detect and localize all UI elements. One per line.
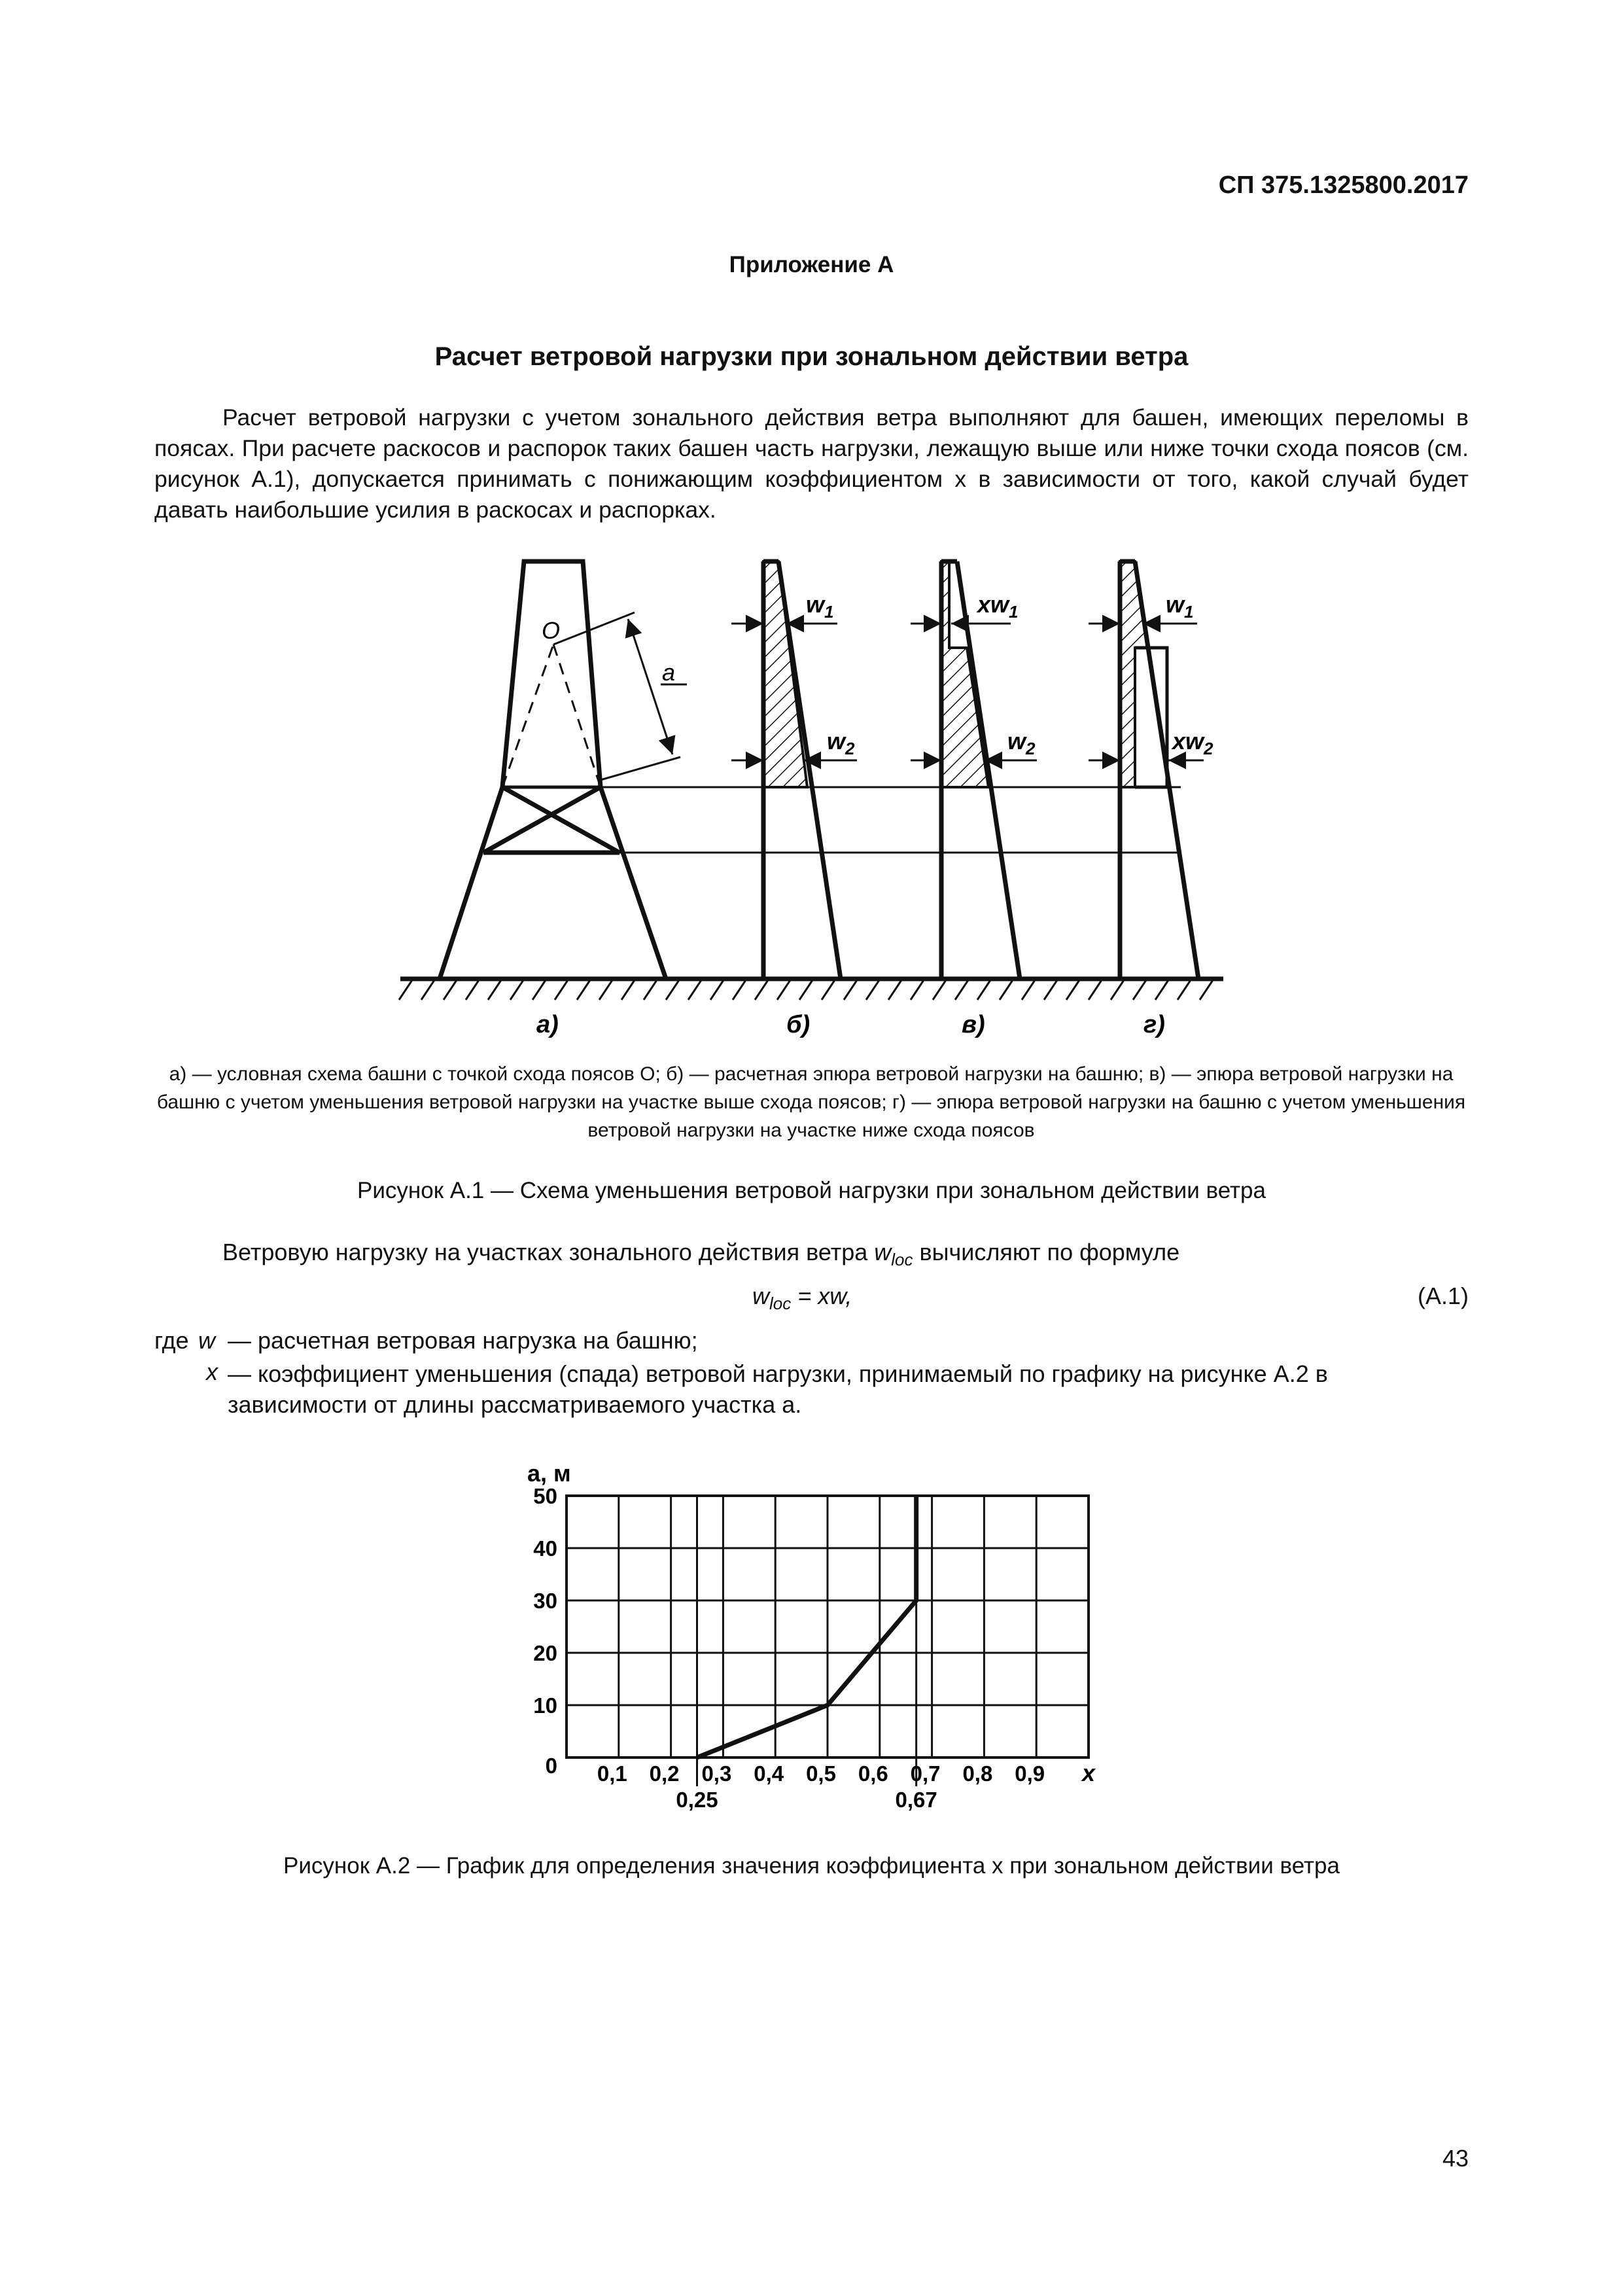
panel-label-g: г) <box>1143 1011 1165 1038</box>
x-tick-label: 0,1 <box>597 1761 627 1786</box>
chart-grid <box>567 1496 1089 1757</box>
ground-hatching <box>399 980 1213 1000</box>
where-text-w: — расчетная ветровая нагрузка на башню; <box>228 1327 698 1354</box>
y-tick-label: 20 <box>533 1641 557 1665</box>
figure-a1-caption: Рисунок А.1 — Схема уменьшения ветровой нагрузки при зональном действии ветра <box>357 1178 1266 1203</box>
formula-a1: $w_{loc}$ = xw, <box>752 1282 852 1313</box>
x-tick-label: 0,6 <box>858 1761 888 1786</box>
figure-a1-note: а) — условная схема башни с точкой схода поясов О; б) — расчетная эпюра ветровой нагрузки на башню; в) — эпюра ветровой нагрузки на башню с учетом уменьшения ветровой нагрузки на участке выше схода поясов; г) — эпюра ветровой нагрузки на башню с учетом уменьшения ветровой нагрузки на участке ниже схода поясов <box>156 1063 1466 1141</box>
chart-y-ticks <box>533 1484 557 1778</box>
document-code: СП 375.1325800.2017 <box>1218 171 1469 199</box>
reference-value-label: 0,67 <box>895 1788 937 1812</box>
page-number: 43 <box>1442 2145 1469 2172</box>
label-w2-b: $w_2$ <box>827 728 855 758</box>
where-symbol-x: x <box>206 1358 218 1385</box>
label-point-o: O <box>542 617 561 644</box>
figure-a2-chart <box>510 1439 1164 1832</box>
x-tick-label: 0,2 <box>649 1761 680 1786</box>
x-tick-label: 0,9 <box>1015 1761 1045 1786</box>
y-tick-label: 50 <box>533 1484 557 1508</box>
diagram-reduced-below <box>1089 561 1204 979</box>
diagram-full-load <box>731 561 857 979</box>
formula-number: (А.1) <box>1417 1282 1469 1309</box>
x-tick-label: 0,4 <box>754 1761 784 1786</box>
diagram-reduced-above <box>911 561 1037 979</box>
y-tick-label: 0 <box>545 1754 557 1778</box>
panel-label-b: б) <box>786 1011 811 1038</box>
label-w1-b: $w_1$ <box>806 591 834 622</box>
figure-a1-diagram <box>0 543 1623 1040</box>
where-text-x: — коэффициент уменьшения (спада) ветровой нагрузки, принимаемый по графику на рисунке А.2 в зависимости от длины рассматриваемого участка a. <box>228 1360 1328 1418</box>
appendix-title: Приложение А <box>729 252 894 277</box>
where-symbol-w: w <box>198 1327 215 1354</box>
reference-value-label: 0,25 <box>676 1788 718 1812</box>
chart-series-line <box>697 1496 916 1757</box>
label-w2-v: $w_2$ <box>1007 728 1036 758</box>
figure-a2-caption: Рисунок А.2 — График для определения значения коэффициента x при зональном действии ветра <box>283 1853 1340 1879</box>
chart-x-ticks <box>597 1761 1045 1786</box>
x-tick-label: 0,3 <box>701 1761 732 1786</box>
label-w1-g: $w_1$ <box>1166 591 1194 622</box>
where-prefix: где <box>154 1327 189 1354</box>
y-tick-label: 30 <box>533 1589 557 1613</box>
label-xw2-g: $xw_2$ <box>1172 728 1213 758</box>
y-tick-label: 40 <box>533 1536 557 1561</box>
x-tick-label: 0,5 <box>806 1761 836 1786</box>
label-xw1-v: $xw_1$ <box>977 591 1019 622</box>
tower-schematic <box>440 561 687 979</box>
label-segment-a: a <box>662 659 676 686</box>
formula-intro: Ветровую нагрузку на участках зонального действия ветра $w_{loc}$ вычисляют по формуле <box>222 1239 1180 1269</box>
x-tick-label: 0,7 <box>910 1761 941 1786</box>
x-tick-label: 0,8 <box>962 1761 993 1786</box>
intro-paragraph: Расчет ветровой нагрузки с учетом зонального действия ветра выполняют для башен, имеющих переломы в поясах. При расчете раскосов и распорок таких башен часть нагрузки, лежащую выше или ниже точки схода поясов (см. рисунок А.1), допускается принимать с понижающим коэффициентом x в зависимости от того, какой случай будет давать наибольшие усилия в раскосах и распорках. <box>154 404 1469 523</box>
y-tick-label: 10 <box>533 1693 557 1718</box>
chart-x-axis-label: x <box>1082 1759 1096 1786</box>
panel-label-v: в) <box>962 1011 985 1038</box>
section-title: Расчет ветровой нагрузки при зональном действии ветра <box>434 342 1189 371</box>
chart-y-axis-label: a, м <box>527 1460 571 1487</box>
panel-label-a: а) <box>536 1011 559 1038</box>
